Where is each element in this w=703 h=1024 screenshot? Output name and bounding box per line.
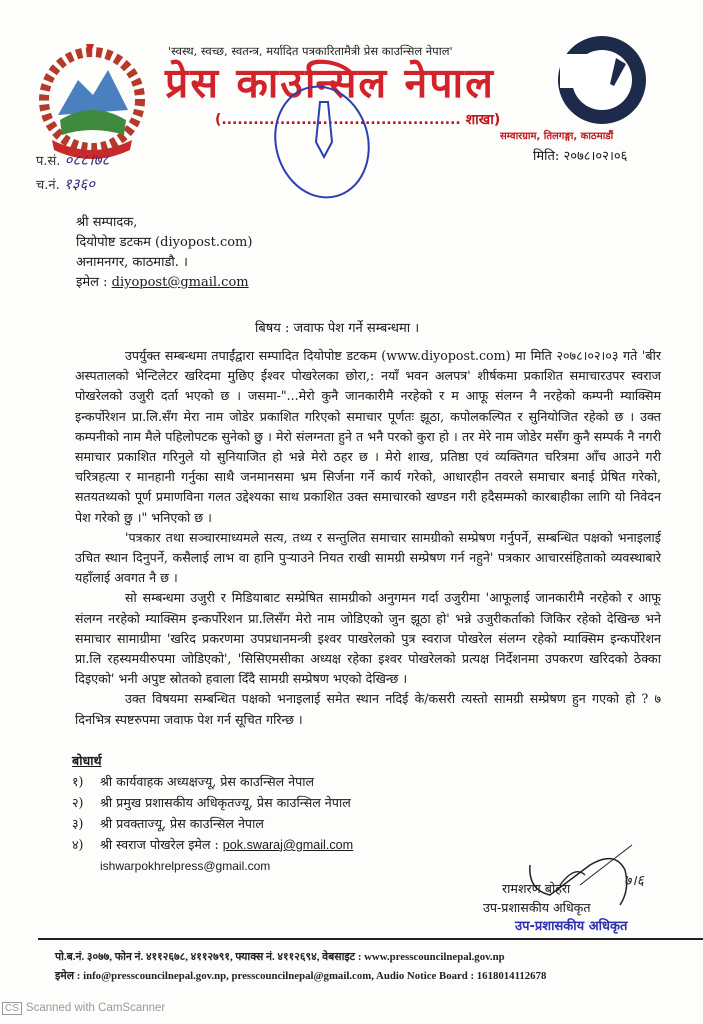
recipient-email-line (76, 273, 252, 293)
designation-stamp: उप-प्रशासकीय अधिकृत (515, 919, 628, 934)
recipient-block (76, 213, 252, 293)
letter-date (533, 146, 627, 164)
cc-item-number: ३) (72, 815, 84, 831)
recipient-org: दियोपोष्ट डटकम (diyopost.com) (76, 235, 253, 250)
footer-divider (38, 938, 703, 940)
footer-contact (55, 948, 546, 986)
cc-item-text: श्री प्रवक्ताज्यू, प्रेस काउन्सिल नेपाल (100, 815, 264, 831)
reference-number (36, 150, 109, 170)
ref-value: ०८८।७८ (64, 151, 110, 169)
cc-item (72, 792, 472, 813)
body-paragraph: उपर्युक्त सम्बन्धमा तपाईंद्वारा सम्पादित दियोपोष्ट डटकम (www.diyopost.com) मा मिति २०७८।०२।०३ गते 'बीर अस्पतालको भेन्टिलेटर खरिदमा मुछिए ईश्वर पोखरेलका छोरा,: नयाँ भवन अलपत्र' शीर्षकमा प्रकाशित समाचारउपर स्वराज पोखरेलको उजुरी दर्ता भएको छ । जसमा-"...मेरो कुनै जानकारीमै नरहेको र म आफू संलग्न नै नरहेको कम्पनी म्याक्सिम इन्कर्पोरेशन प्रा.लि.सँग मेरा नाम जोडेर प्रकाशित गरिएको समाचार पूर्णतः झूठा, कपोलकल्पित र सुनियोजित रहेको छ । उक्त कम्पनीको नाम मैले पहिलोपटक सुनेको छु । मेरो संलग्नता हुने त भनै परको कुरा हो । तर मेरे नाम जोडेर मसँग कुनै सम्पर्क नै नगरी समाचार प्रकाशित गरिनुले यो सुनियाजित हो भन्ने मेरो ठहर छ । मेरो शाख, प्रतिष्ठा एवं व्यक्तिगत चरित्रमा आँच आउने गरी चरित्रहत्या र मानहानी गर्नुका साथै जनमानसमा भ्रम सिर्जना गर्ने कार्य गरेको, आधारहीन तवरले समाचार बनाई प्रेषित गरेको, सतयतथ्यको पूर्ण प्रमाणविना गलत उद्देश्यका साथ प्रकाशित उक्त समाचारको खण्डन गरी हदैसम्मको कारबाहीका लागि यो निवेदन पेश गरेको छु ।" भनिएको छ । (75, 348, 661, 525)
camscanner-logo-icon: CS (2, 1002, 22, 1015)
cc-item-text: श्री कार्यवाहक अध्यक्षज्यू, प्रेस काउन्सिल नेपाल (100, 773, 315, 789)
subject-line: बिषय : जवाफ पेश गर्ने सम्बन्धमा । (255, 321, 420, 336)
cc-item-number: १) (72, 773, 84, 789)
camscanner-text: Scanned with CamScanner (25, 1002, 166, 1014)
date-label: मिति: (533, 149, 560, 164)
signatory-post: उप-प्रशासकीय अधिकृत (483, 900, 591, 915)
cc-item-number: ४) (72, 836, 84, 852)
tagline: 'स्वस्थ, स्वच्छ, स्वतन्त्र, मर्यादित पत्रकारितामैत्री प्रेस काउन्सिल नेपाल' (168, 44, 453, 58)
dispatch-label: च.नं. (36, 178, 60, 193)
footer-line-1: पो.ब.नं. ३०७७, फोन नं. ४११२६७८, ४११२७९१, फ्याक्स नं. ४११२६९४, वेबसाइट : www.presscouncilnepal.gov.np (55, 951, 505, 963)
signature-date: ७।६ (624, 873, 644, 889)
body-paragraph: उक्त विषयमा सम्बन्धित पक्षको भनाइलाई समेत स्थान नदिई के/कसरी त्यस्तो सामग्री सम्प्रेषण हुन गएको हो ? ७ दिनभित्र स्पष्टरुपमा जवाफ पेश गर्न सूचित गरिन्छ । (75, 691, 661, 727)
branch-line: (............................................. शाखा) (215, 112, 501, 128)
cc-item-number: २) (72, 794, 84, 810)
office-stamp-icon (272, 82, 372, 202)
body-paragraph: 'पत्रकार तथा सञ्चारमाध्यमले सत्य, तथ्य र सन्तुलित समाचार सामग्रीको सम्प्रेषण गर्नुपर्ने, सम्बन्धित पक्षको भनाइलाई उचित स्थान दिनुपर्ने, कसैलाई लाभ वा हानि पुऱ्याउने नियत राखी सामग्री सम्प्रेषण गर्न नहुने' पत्रकार आचारसंहिताको व्यवस्थाबारे यहाँलाई अवगत नै छ । (75, 529, 661, 586)
cc-title: बोधार्थ (72, 752, 102, 768)
footer-line-2: इमेल : info@presscouncilnepal.gov.np, presscouncilnepal@gmail.com, Audio Notice Board : 1618014112678 (55, 970, 547, 982)
dispatch-value: १३६० (63, 175, 96, 193)
ref-label: प.सं. (36, 154, 61, 169)
cc-item (72, 771, 472, 792)
cc-item (72, 834, 472, 856)
email-label: इमेल : (76, 275, 108, 290)
signatory-name: रामशरण बोहरा (502, 881, 571, 896)
dispatch-number (36, 174, 95, 194)
cc-item-text: श्री स्वराज पोखरेल इमेल : (100, 836, 219, 852)
letter-content (72, 346, 661, 877)
cc-extra-email: ishwarpokhrelpress@gmail.com (100, 858, 271, 873)
org-title: प्रेस काउन्सिल नेपाल (165, 59, 495, 107)
press-council-logo-icon (556, 34, 648, 126)
recipient-address: अनामनगर, काठमाडौ. । (76, 255, 188, 270)
nepal-emblem-icon (38, 40, 146, 165)
recipient-title: श्री सम्पादक, (76, 215, 138, 230)
recipient-email-link[interactable]: diyopost@gmail.com (111, 275, 249, 290)
cc-email-link[interactable]: pok.swaraj@gmail.com (222, 837, 354, 852)
cc-item-text: श्री प्रमुख प्रशासकीय अधिकृतज्यू, प्रेस काउन्सिल नेपाल (100, 794, 351, 810)
camscanner-watermark (2, 1002, 165, 1015)
letter-body (75, 346, 661, 730)
body-paragraph: सो सम्बन्धमा उजुरी र मिडियाबाट सम्प्रेषित सामग्रीको अनुगमन गर्दा उजुरीमा 'आफूलाई जानकारीमै नरहेको र आफू संलग्न नरहेको म्याक्सिम इन्कर्पोरेशन प्रा.लिसँग मेरो नाम जोडिएको जुन झूठा हो' भन्ने उजुरीकर्ताको जिकिर रहेको देखिन्छ भने समाचार सामाग्रीमा 'खरिद प्रकरणमा उपप्रधानमन्त्री इश्वर पाखरेलको पुत्र स्वराज पोखरेल संलग्न रहेको म्याक्सिम इन्कर्पोरेशन प्रा.लि रहस्यमयीरुपमा जोडिएको', 'सिसिएमसीका अध्यक्ष रहेका इश्वर पोखरेलको प्रत्यक्ष निर्देशनमा उपकरण खरिदको ठेक्का दिइएको' भनी अपुष्ट स्रोतको हवाला दिँदै सामग्री सम्प्रेषण भएको देखिन्छ । (75, 590, 661, 687)
cc-item (72, 813, 472, 834)
org-address: सम्वारग्राम, तिलगङ्गा, काठमाडौं (500, 131, 614, 142)
date-value: २०७८।०२।०६ (563, 149, 628, 164)
cc-list (72, 750, 472, 877)
